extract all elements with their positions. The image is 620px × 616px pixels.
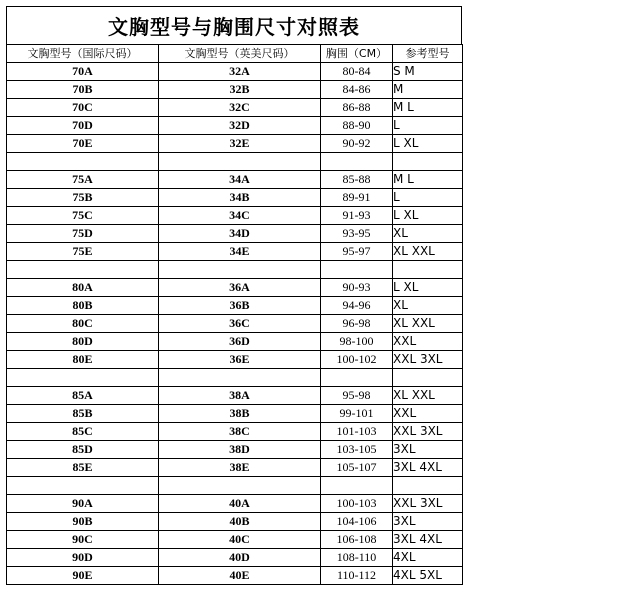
bust-cm-cell: 80-84 <box>321 63 393 81</box>
bust-cm-cell: 86-88 <box>321 99 393 117</box>
reference-size-cell: 3XL <box>393 513 463 531</box>
table-row <box>7 279 463 297</box>
empty-cell <box>7 153 159 171</box>
intl-size-cell: 90D <box>7 549 159 567</box>
intl-size-cell: 75D <box>7 225 159 243</box>
us-size-cell: 32D <box>159 117 321 135</box>
table-body <box>7 63 463 585</box>
intl-size-cell: 85D <box>7 441 159 459</box>
intl-size-cell: 90A <box>7 495 159 513</box>
empty-cell <box>7 369 159 387</box>
intl-size-cell: 85C <box>7 423 159 441</box>
us-size-cell: 40A <box>159 495 321 513</box>
us-size-cell: 32A <box>159 63 321 81</box>
reference-size-cell: XXL <box>393 333 463 351</box>
empty-cell <box>159 153 321 171</box>
table-row <box>7 549 463 567</box>
reference-size-cell: L XL <box>393 207 463 225</box>
table-row <box>7 351 463 369</box>
us-size-cell: 40B <box>159 513 321 531</box>
intl-size-cell: 70A <box>7 63 159 81</box>
size-table <box>6 44 463 585</box>
bust-cm-cell: 104-106 <box>321 513 393 531</box>
reference-size-cell: S M <box>393 63 463 81</box>
us-size-cell: 38C <box>159 423 321 441</box>
us-size-cell: 34B <box>159 189 321 207</box>
intl-size-cell: 75A <box>7 171 159 189</box>
header-row <box>7 45 463 63</box>
us-size-cell: 36B <box>159 297 321 315</box>
intl-size-cell: 85A <box>7 387 159 405</box>
reference-size-cell: XXL 3XL <box>393 351 463 369</box>
intl-size-cell: 90C <box>7 531 159 549</box>
reference-size-cell: 3XL 4XL <box>393 459 463 477</box>
table-row <box>7 99 463 117</box>
table-row <box>7 135 463 153</box>
header-intl-size: 文胸型号（国际尺码） <box>7 45 159 63</box>
intl-size-cell: 70C <box>7 99 159 117</box>
us-size-cell: 38D <box>159 441 321 459</box>
empty-cell <box>321 369 393 387</box>
bust-cm-cell: 106-108 <box>321 531 393 549</box>
reference-size-cell: M L <box>393 99 463 117</box>
table-row <box>7 207 463 225</box>
header-reference-size: 参考型号 <box>393 45 463 63</box>
spacer-row <box>7 369 463 387</box>
reference-size-cell: L XL <box>393 279 463 297</box>
bust-cm-cell: 93-95 <box>321 225 393 243</box>
bust-cm-cell: 96-98 <box>321 315 393 333</box>
header-bust-cm: 胸围（CM） <box>321 45 393 63</box>
bust-cm-cell: 110-112 <box>321 567 393 585</box>
empty-cell <box>393 477 463 495</box>
table-row <box>7 297 463 315</box>
us-size-cell: 40C <box>159 531 321 549</box>
empty-cell <box>393 261 463 279</box>
empty-cell <box>321 477 393 495</box>
empty-cell <box>393 153 463 171</box>
us-size-cell: 32C <box>159 99 321 117</box>
title-cell <box>6 6 462 44</box>
intl-size-cell: 90B <box>7 513 159 531</box>
us-size-cell: 40E <box>159 567 321 585</box>
empty-cell <box>321 153 393 171</box>
bust-cm-cell: 95-97 <box>321 243 393 261</box>
us-size-cell: 36A <box>159 279 321 297</box>
intl-size-cell: 75E <box>7 243 159 261</box>
table-row <box>7 189 463 207</box>
us-size-cell: 36D <box>159 333 321 351</box>
us-size-cell: 34E <box>159 243 321 261</box>
empty-cell <box>159 261 321 279</box>
reference-size-cell: XL XXL <box>393 387 463 405</box>
us-size-cell: 38A <box>159 387 321 405</box>
intl-size-cell: 85E <box>7 459 159 477</box>
bust-cm-cell: 94-96 <box>321 297 393 315</box>
intl-size-cell: 85B <box>7 405 159 423</box>
table-row <box>7 441 463 459</box>
reference-size-cell: L <box>393 117 463 135</box>
table-row <box>7 495 463 513</box>
bust-cm-cell: 98-100 <box>321 333 393 351</box>
table-row <box>7 531 463 549</box>
reference-size-cell: 3XL 4XL <box>393 531 463 549</box>
reference-size-cell: XL <box>393 225 463 243</box>
header-us-size: 文胸型号（英美尺码） <box>159 45 321 63</box>
intl-size-cell: 80C <box>7 315 159 333</box>
bust-cm-cell: 95-98 <box>321 387 393 405</box>
intl-size-cell: 90E <box>7 567 159 585</box>
reference-size-cell: XL XXL <box>393 243 463 261</box>
reference-size-cell: XXL <box>393 405 463 423</box>
reference-size-cell: XL XXL <box>393 315 463 333</box>
table-row <box>7 81 463 99</box>
us-size-cell: 38B <box>159 405 321 423</box>
bust-cm-cell: 101-103 <box>321 423 393 441</box>
table-row <box>7 423 463 441</box>
reference-size-cell: 4XL 5XL <box>393 567 463 585</box>
spacer-row <box>7 261 463 279</box>
empty-cell <box>159 477 321 495</box>
us-size-cell: 38E <box>159 459 321 477</box>
reference-size-cell: XL <box>393 297 463 315</box>
bust-cm-cell: 90-93 <box>321 279 393 297</box>
table-row <box>7 459 463 477</box>
us-size-cell: 32B <box>159 81 321 99</box>
empty-cell <box>393 369 463 387</box>
table-row <box>7 405 463 423</box>
bust-cm-cell: 105-107 <box>321 459 393 477</box>
us-size-cell: 34A <box>159 171 321 189</box>
bust-cm-cell: 90-92 <box>321 135 393 153</box>
spacer-row <box>7 477 463 495</box>
empty-cell <box>159 369 321 387</box>
bust-cm-cell: 100-103 <box>321 495 393 513</box>
table-row <box>7 171 463 189</box>
intl-size-cell: 70B <box>7 81 159 99</box>
us-size-cell: 36E <box>159 351 321 369</box>
bust-cm-cell: 85-88 <box>321 171 393 189</box>
spacer-row <box>7 153 463 171</box>
bust-cm-cell: 91-93 <box>321 207 393 225</box>
table-row <box>7 243 463 261</box>
empty-cell <box>7 261 159 279</box>
intl-size-cell: 80E <box>7 351 159 369</box>
bust-cm-cell: 88-90 <box>321 117 393 135</box>
reference-size-cell: 4XL <box>393 549 463 567</box>
intl-size-cell: 80D <box>7 333 159 351</box>
intl-size-cell: 75B <box>7 189 159 207</box>
us-size-cell: 36C <box>159 315 321 333</box>
reference-size-cell: L <box>393 189 463 207</box>
reference-size-cell: XXL 3XL <box>393 423 463 441</box>
us-size-cell: 34C <box>159 207 321 225</box>
empty-cell <box>321 261 393 279</box>
intl-size-cell: 80A <box>7 279 159 297</box>
bust-cm-cell: 99-101 <box>321 405 393 423</box>
intl-size-cell: 80B <box>7 297 159 315</box>
table-row <box>7 387 463 405</box>
bust-cm-cell: 103-105 <box>321 441 393 459</box>
table-row <box>7 315 463 333</box>
intl-size-cell: 70E <box>7 135 159 153</box>
intl-size-cell: 75C <box>7 207 159 225</box>
empty-cell <box>7 477 159 495</box>
table-row <box>7 225 463 243</box>
table-row <box>7 567 463 585</box>
reference-size-cell: M L <box>393 171 463 189</box>
intl-size-cell: 70D <box>7 117 159 135</box>
bust-cm-cell: 84-86 <box>321 81 393 99</box>
reference-size-cell: XXL 3XL <box>393 495 463 513</box>
reference-size-cell: L XL <box>393 135 463 153</box>
table-row <box>7 333 463 351</box>
table-row <box>7 63 463 81</box>
us-size-cell: 32E <box>159 135 321 153</box>
chart-title: 文胸型号与胸围尺寸对照表 <box>108 15 360 39</box>
bust-cm-cell: 108-110 <box>321 549 393 567</box>
bust-cm-cell: 100-102 <box>321 351 393 369</box>
reference-size-cell: M <box>393 81 463 99</box>
table-row <box>7 513 463 531</box>
us-size-cell: 40D <box>159 549 321 567</box>
table-row <box>7 117 463 135</box>
reference-size-cell: 3XL <box>393 441 463 459</box>
us-size-cell: 34D <box>159 225 321 243</box>
bust-cm-cell: 89-91 <box>321 189 393 207</box>
